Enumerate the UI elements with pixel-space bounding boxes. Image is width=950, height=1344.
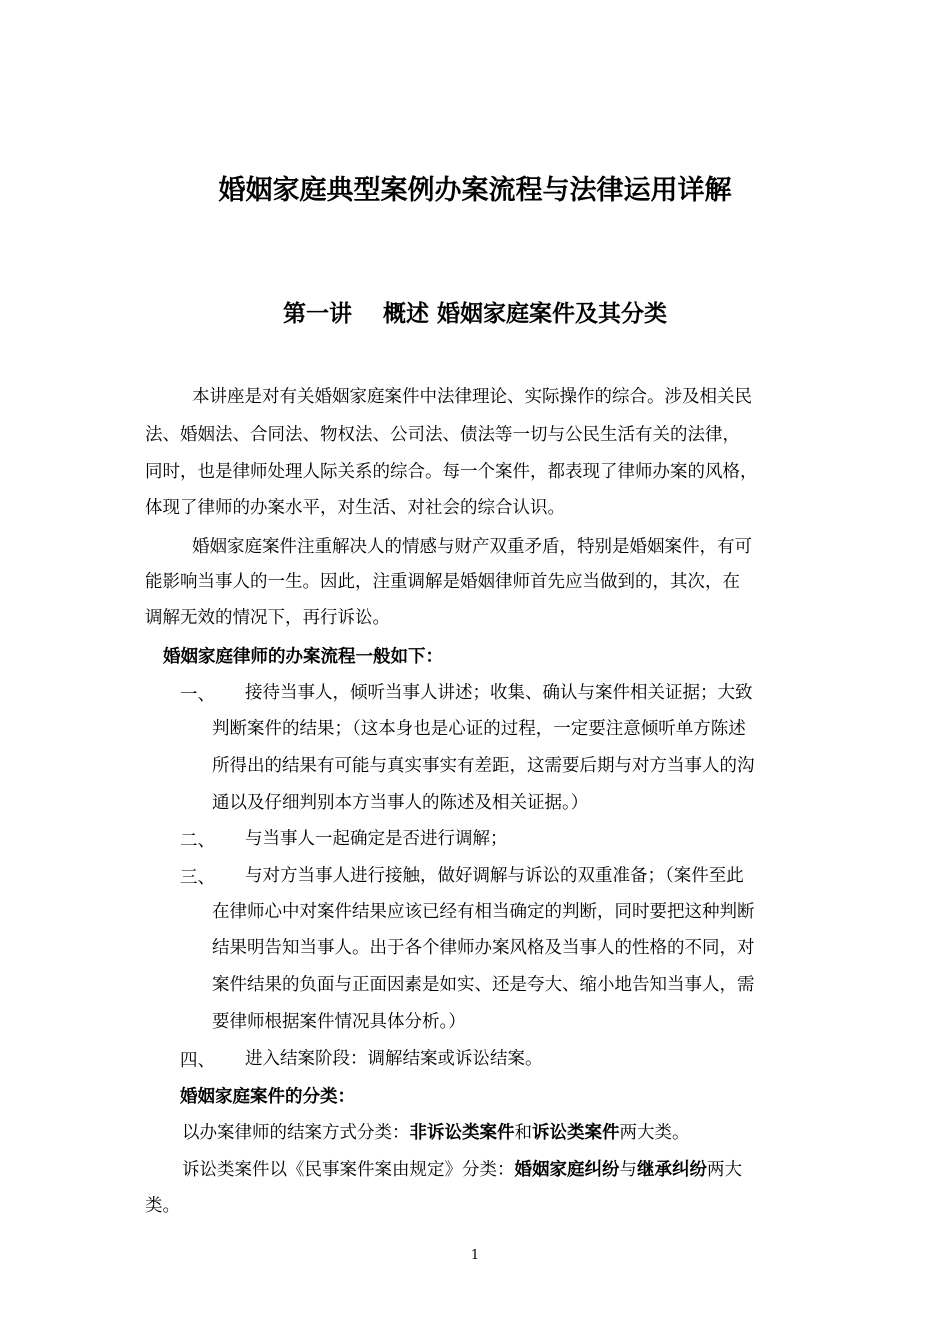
- mediation-line-2: 能影响当事人的一生。因此，注重调解是婚姻律师首先应当做到的，其次，在: [145, 572, 740, 592]
- text: 两大类。: [619, 1123, 690, 1143]
- step-1-line-4: 通以及仔细判别本方当事人的陈述及相关证据。）: [212, 793, 589, 813]
- text: 与: [619, 1160, 637, 1180]
- text: 以办案律师的结案方式分类：: [182, 1123, 410, 1143]
- mediation-line-1: 婚姻家庭案件注重解决人的情感与财产双重矛盾，特别是婚姻案件，有可: [192, 537, 752, 557]
- classification-heading: 婚姻家庭案件的分类：: [180, 1087, 355, 1107]
- lecture-heading: 第一讲 概述 婚姻家庭案件及其分类: [282, 301, 667, 327]
- intro-line-3: 同时，也是律师处理人际关系的综合。每一个案件，都表现了律师办案的风格，: [145, 462, 758, 482]
- document-title: 婚姻家庭典型案例办案流程与法律运用详解: [218, 175, 732, 206]
- step-4-line-1: 进入结案阶段：调解结案或诉讼结案。: [245, 1049, 543, 1069]
- intro-line-2: 法、婚姻法、合同法、物权法、公司法、债法等一切与公民生活有关的法律，: [145, 425, 740, 445]
- page-number: 1: [470, 1248, 480, 1263]
- classification-line-2: [182, 1158, 742, 1182]
- step-number: 三、: [180, 868, 215, 888]
- bold-term: 婚姻家庭纠纷: [514, 1160, 620, 1180]
- bold-term: 诉讼类案件: [532, 1123, 620, 1143]
- mediation-line-3: 调解无效的情况下，再行诉讼。: [145, 608, 390, 628]
- text: 和: [514, 1123, 532, 1143]
- step-number: 一、: [180, 685, 215, 705]
- step-3-line-1: 与对方当事人进行接触，做好调解与诉讼的双重准备；（案件至此: [245, 866, 744, 886]
- step-number: 二、: [180, 831, 215, 851]
- classification-line-3: 类。: [145, 1196, 180, 1216]
- step-1-line-2: 判断案件的结果；（这本身也是心证的过程，一定要注意倾听单方陈述: [212, 719, 746, 739]
- step-1-line-1: 接待当事人，倾听当事人讲述；收集、确认与案件相关证据；大致: [245, 683, 753, 703]
- bold-term: 非诉讼类案件: [409, 1123, 515, 1143]
- text: 两大: [707, 1160, 742, 1180]
- step-number: 四、: [180, 1051, 215, 1071]
- step-3-line-2: 在律师心中对案件结果应该已经有相当确定的判断，同时要把这种判断: [212, 902, 755, 922]
- intro-line-1: 本讲座是对有关婚姻家庭案件中法律理论、实际操作的综合。涉及相关民: [192, 387, 752, 407]
- step-1-line-3: 所得出的结果有可能与真实事实有差距，这需要后期与对方当事人的沟: [212, 756, 755, 776]
- text: 诉讼类案件以《民事案件案由规定》分类：: [182, 1160, 515, 1180]
- intro-line-4: 体现了律师的办案水平，对生活、对社会的综合认识。: [145, 498, 565, 518]
- step-3-line-4: 案件结果的负面与正面因素是如实、还是夸大、缩小地告知当事人，需: [212, 975, 755, 995]
- classification-line-1: [182, 1121, 690, 1145]
- step-2-line-1: 与当事人一起确定是否进行调解；: [245, 829, 508, 849]
- bold-term: 继承纠纷: [637, 1160, 707, 1180]
- process-heading: 婚姻家庭律师的办案流程一般如下：: [163, 647, 443, 667]
- step-3-line-5: 要律师根据案件情况具体分析。）: [212, 1012, 466, 1032]
- step-3-line-3: 结果明告知当事人。出于各个律师办案风格及当事人的性格的不同，对: [212, 938, 755, 958]
